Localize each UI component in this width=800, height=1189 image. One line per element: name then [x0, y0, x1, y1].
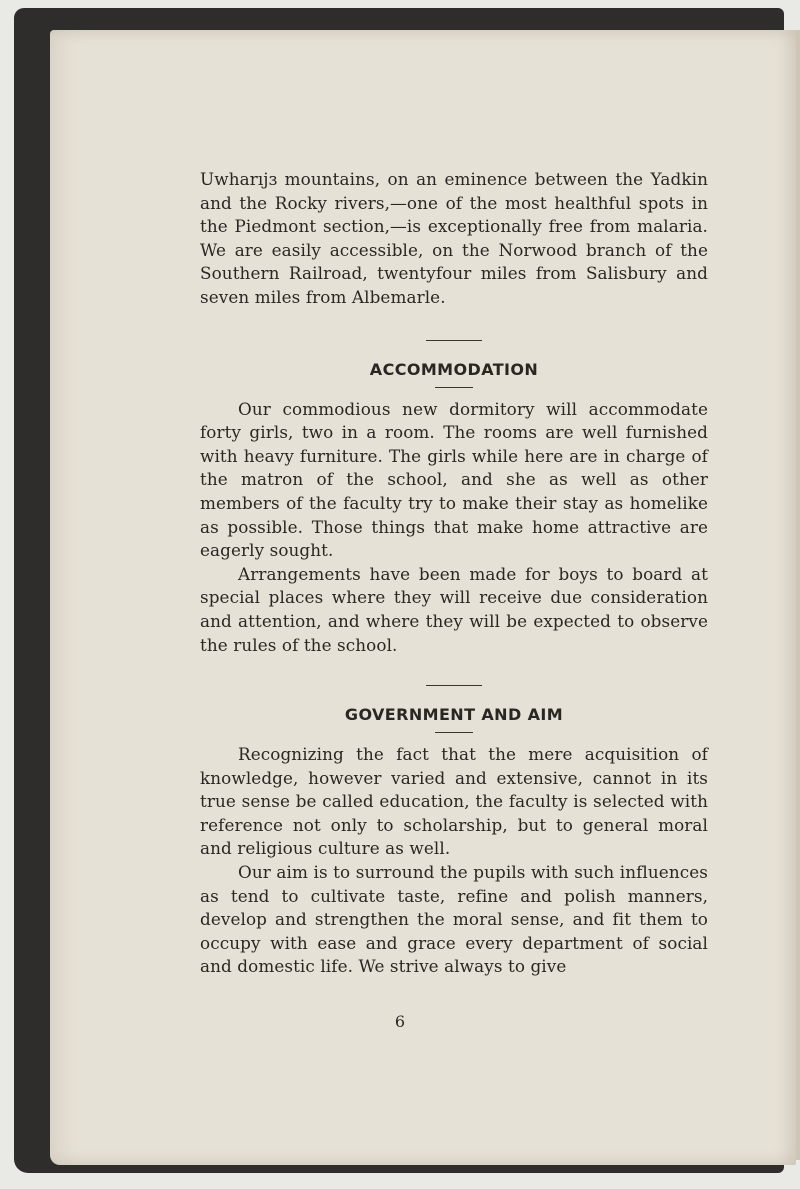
page-number: 6 — [394, 1012, 406, 1031]
page-text — [200, 168, 708, 979]
intro-paragraph: Uwharıjɜ mountains, on an eminence between the Yadkin and the Rocky rivers,—one of the most healthful spots in the Piedmont section,—is exceptionally free from malaria. We are easily accessible, on the Norwood branch of the Southern Railroad, twentyfour miles from Salisbury and seven miles from Albemarle. — [200, 169, 708, 307]
accommodation-paragraph-2: Arrangements have been made for boys to board at special places where they will receive due consideration and attention, and where they will be expected to observe the rules of the school. — [200, 563, 708, 655]
government-paragraph-2: Our aim is to surround the pupils with such influences as tend to cultivate taste, refine and polish manners, develop and strengthen the moral sense, and fit them to occupy with ease and grace every department of social and domestic life. We strive always to give — [200, 862, 708, 977]
section-heading-government-and-aim: GOVERNMENT AND AIM — [344, 705, 564, 725]
section-heading-accommodation: ACCOMMODATION — [369, 359, 539, 379]
accommodation-paragraph-1: Our commodious new dormitory will accommodate forty girls, two in a room. The rooms are well furnished with heavy furniture. The girls while here are in charge of the matron of the school, and she as well as other members of the faculty try to make their stay as homelike as possible. Those things that make home attractive are eagerly sought. — [200, 398, 708, 561]
government-paragraph-1: Recognizing the fact that the mere acquisition of knowledge, however varied and extensive, cannot in its true sense be called education, the faculty is selected with reference not only to scholarship, but to general moral and religious culture as well. — [200, 744, 708, 859]
